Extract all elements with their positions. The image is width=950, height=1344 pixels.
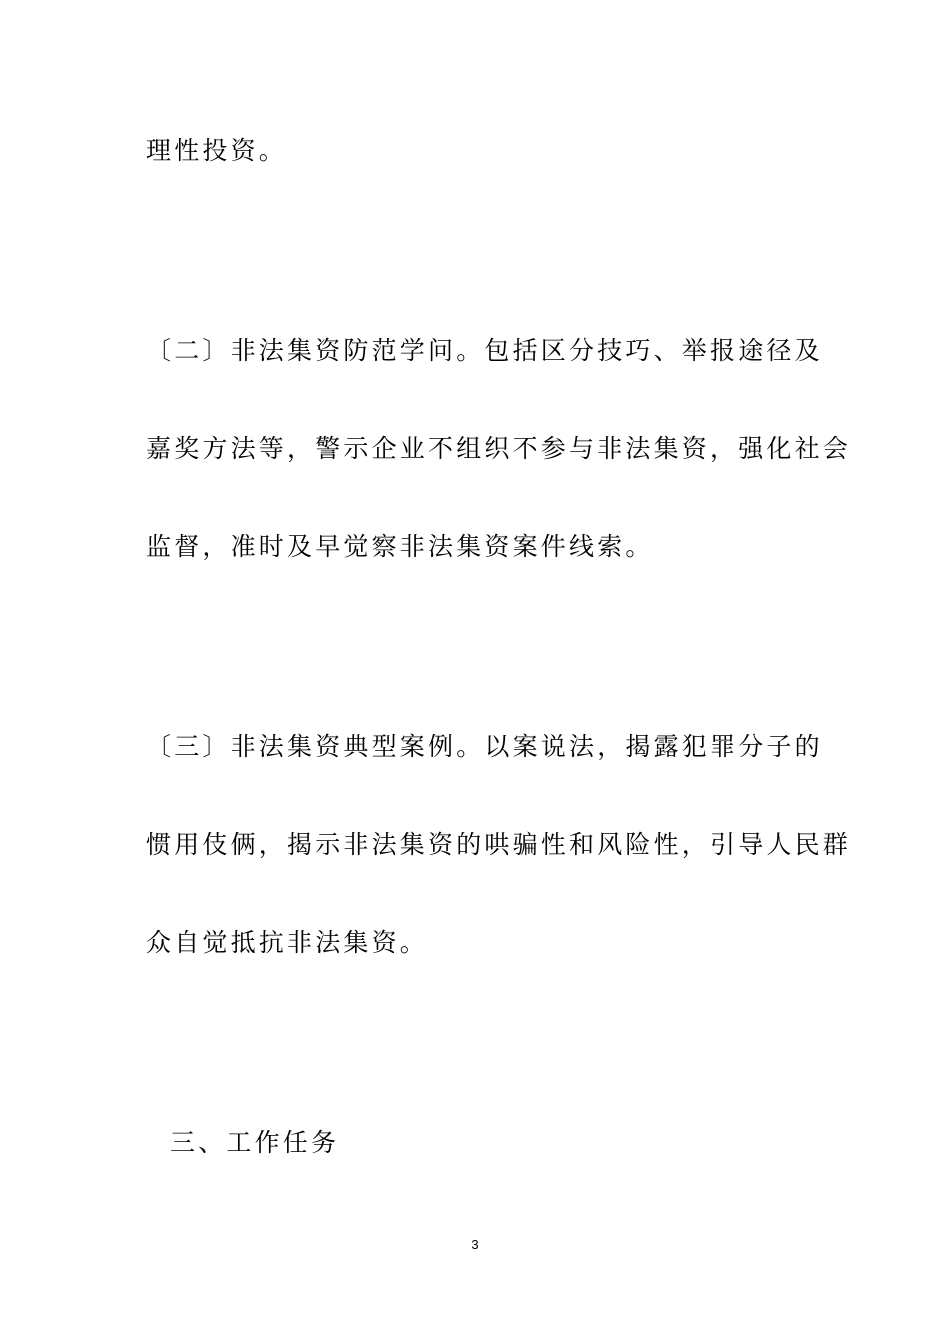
paragraph-line: 〔二〕非法集资防范学问。包括区分技巧、举报途径及 bbox=[146, 336, 823, 365]
paragraph-line: 嘉奖方法等，警示企业不组织不参与非法集资，强化社会 bbox=[146, 434, 852, 463]
paragraph-line: 众自觉抵抗非法集资。 bbox=[146, 928, 429, 957]
paragraph-line: 监督，准时及早觉察非法集资案件线索。 bbox=[146, 532, 654, 561]
section-heading: 三、工作任务 bbox=[170, 1128, 340, 1157]
paragraph-line: 惯用伎俩，揭示非法集资的哄骗性和风险性，引导人民群 bbox=[146, 830, 852, 859]
page-number: 3 bbox=[471, 1237, 479, 1252]
paragraph-line: 理性投资。 bbox=[146, 136, 288, 165]
paragraph-line: 〔三〕非法集资典型案例。以案说法，揭露犯罪分子的 bbox=[146, 732, 823, 761]
